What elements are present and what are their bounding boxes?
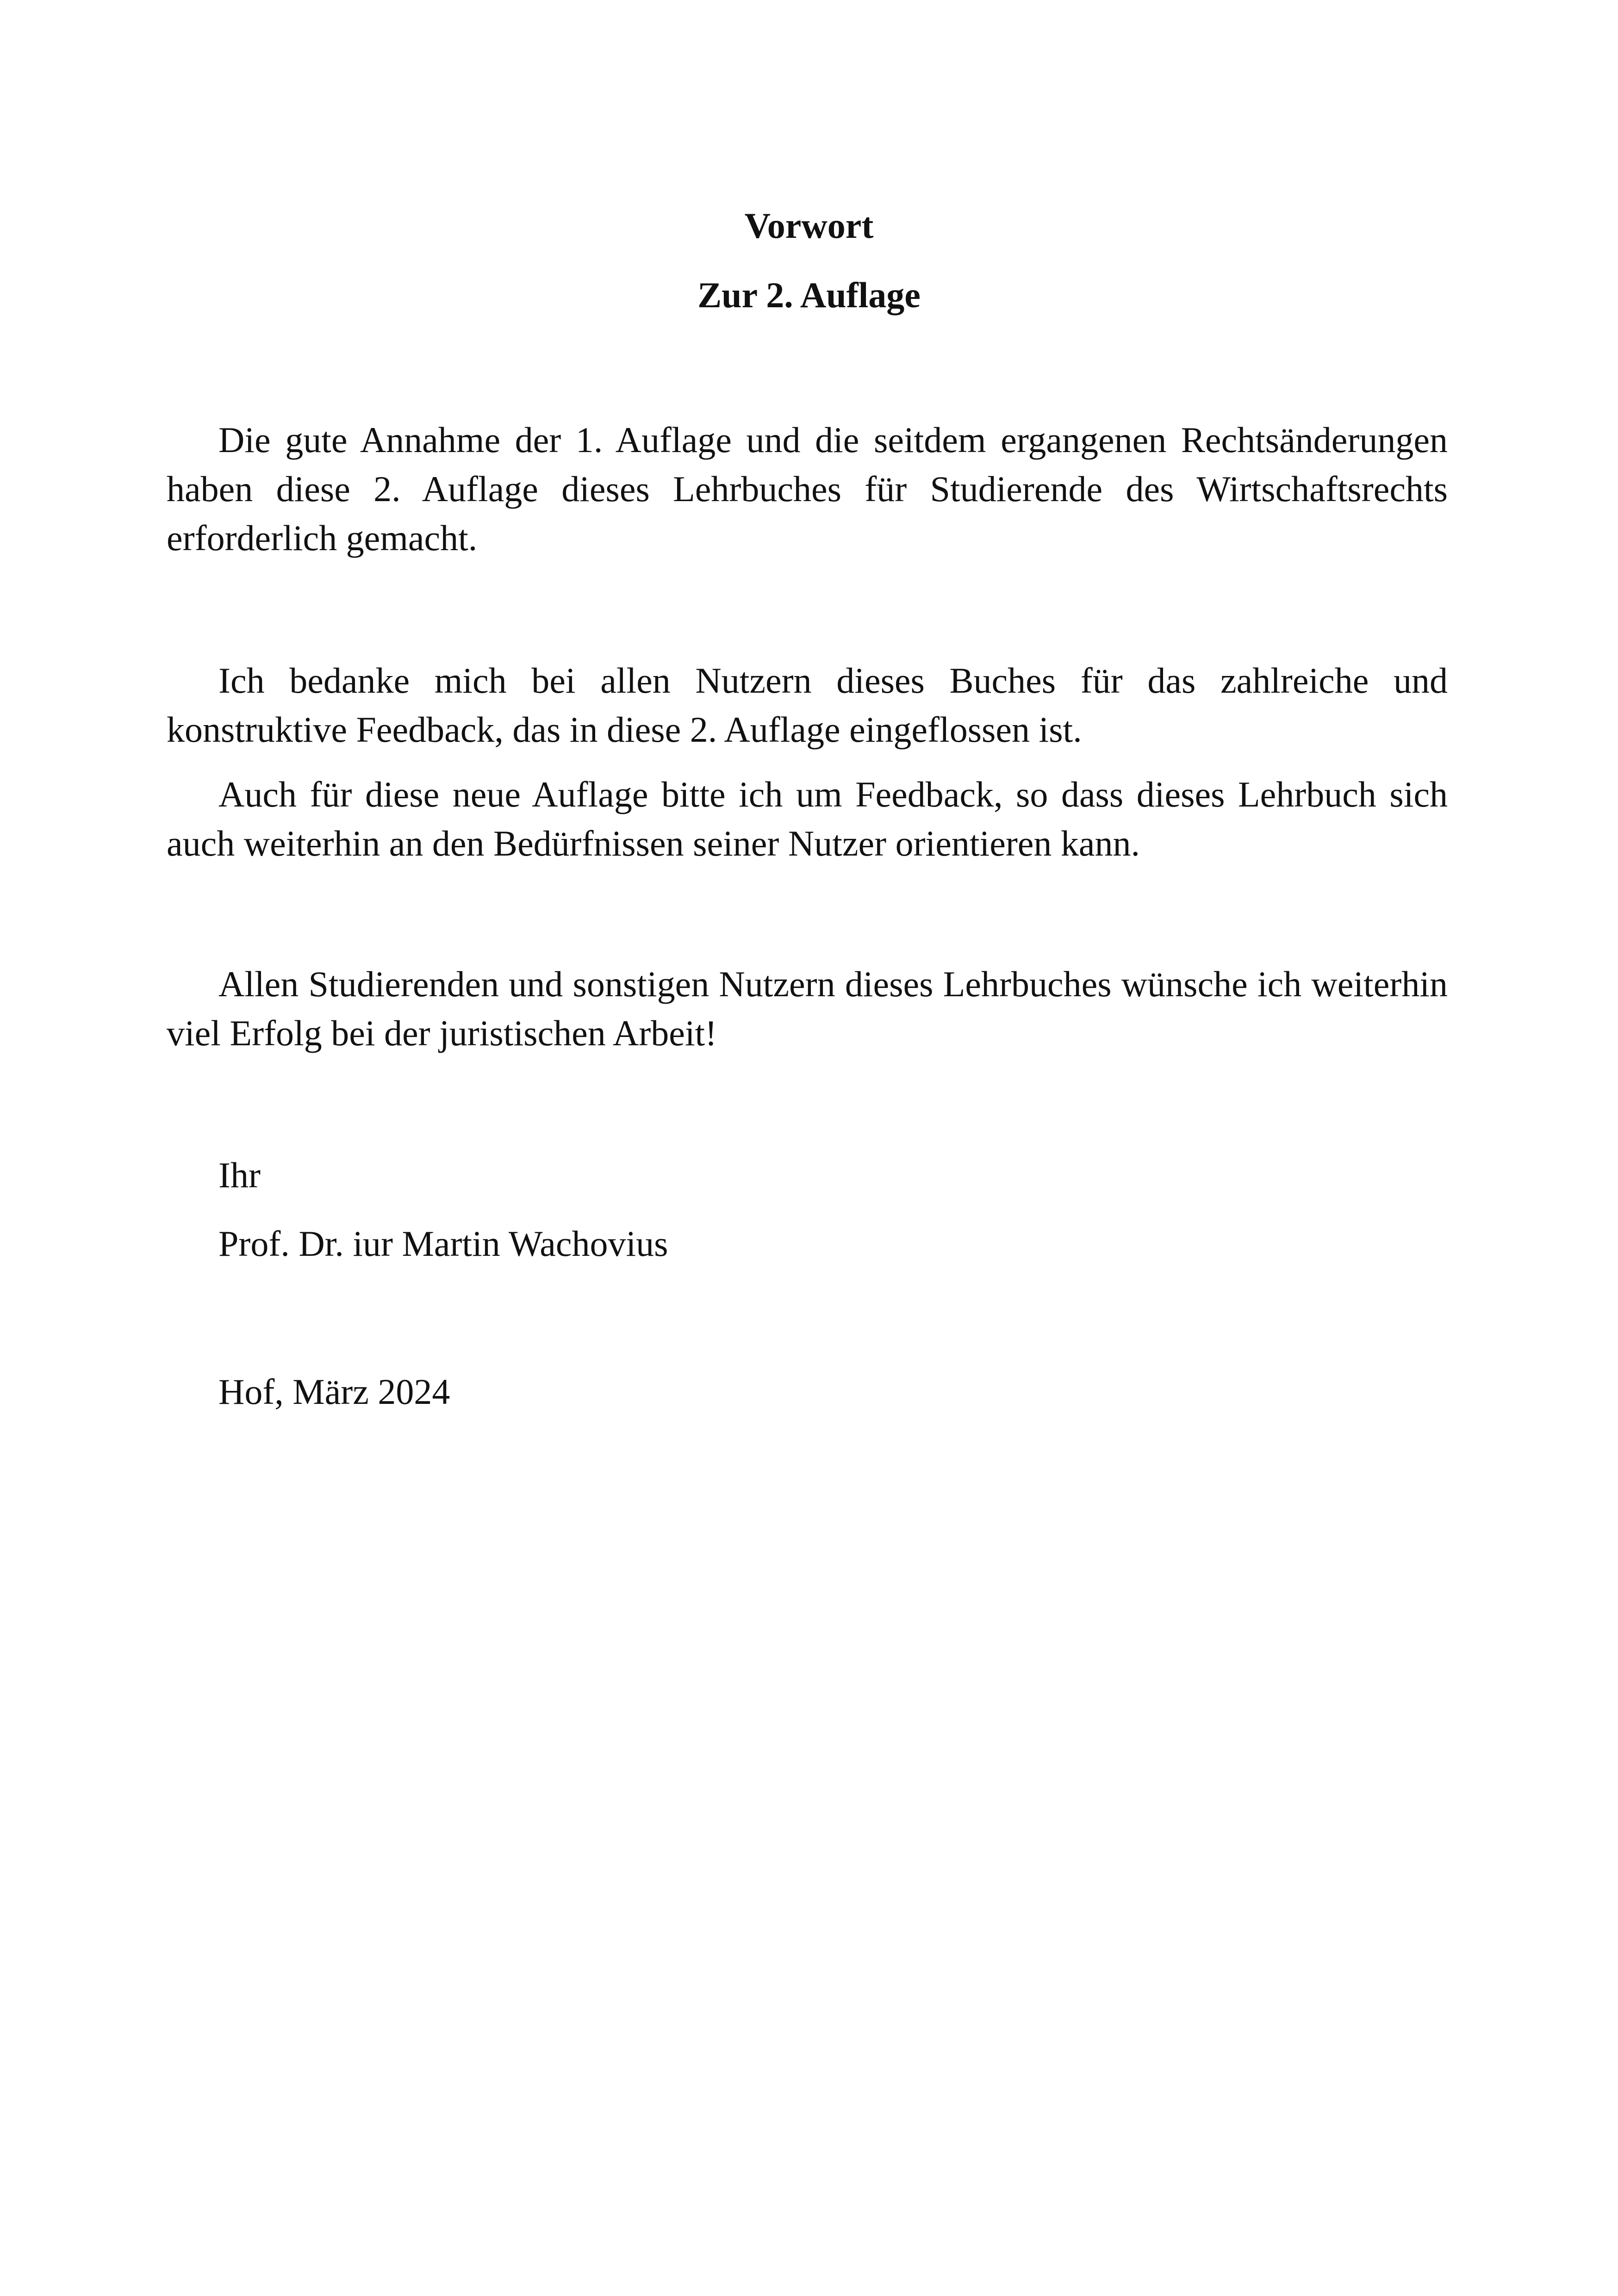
- page-subtitle: Zur 2. Auflage: [697, 275, 921, 315]
- author-name: Prof. Dr. iur Martin Wachovius: [218, 1223, 668, 1264]
- closing-salutation: Ihr: [218, 1155, 261, 1195]
- paragraph-reason: Die gute Annahme der 1. Auflage und die seitdem ergangenen Rechtsänderungen haben diese 2. Auflage dieses Lehrbuches für Studierende des Wirtschaftsrechts erforderlich gemacht.: [167, 420, 1448, 558]
- place-and-date: Hof, März 2024: [218, 1371, 450, 1412]
- page-title: Vorwort: [744, 205, 874, 246]
- paragraph-feedback-request: Auch für diese neue Auflage bitte ich um Feedback, so dass dieses Lehrbuch sich auch weiterhin an den Bedürfnissen seiner Nutzer orientieren kann.: [167, 774, 1448, 863]
- paragraph-thanks: Ich bedanke mich bei allen Nutzern dieses Buches für das zahlreiche und konstruktive Feedback, das in diese 2. Auflage eingeflossen ist.: [167, 660, 1448, 750]
- paragraph-wishes: Allen Studierenden und sonstigen Nutzern dieses Lehrbuches wünsche ich weiterhin viel Erfolg bei der juristischen Arbeit!: [167, 964, 1448, 1053]
